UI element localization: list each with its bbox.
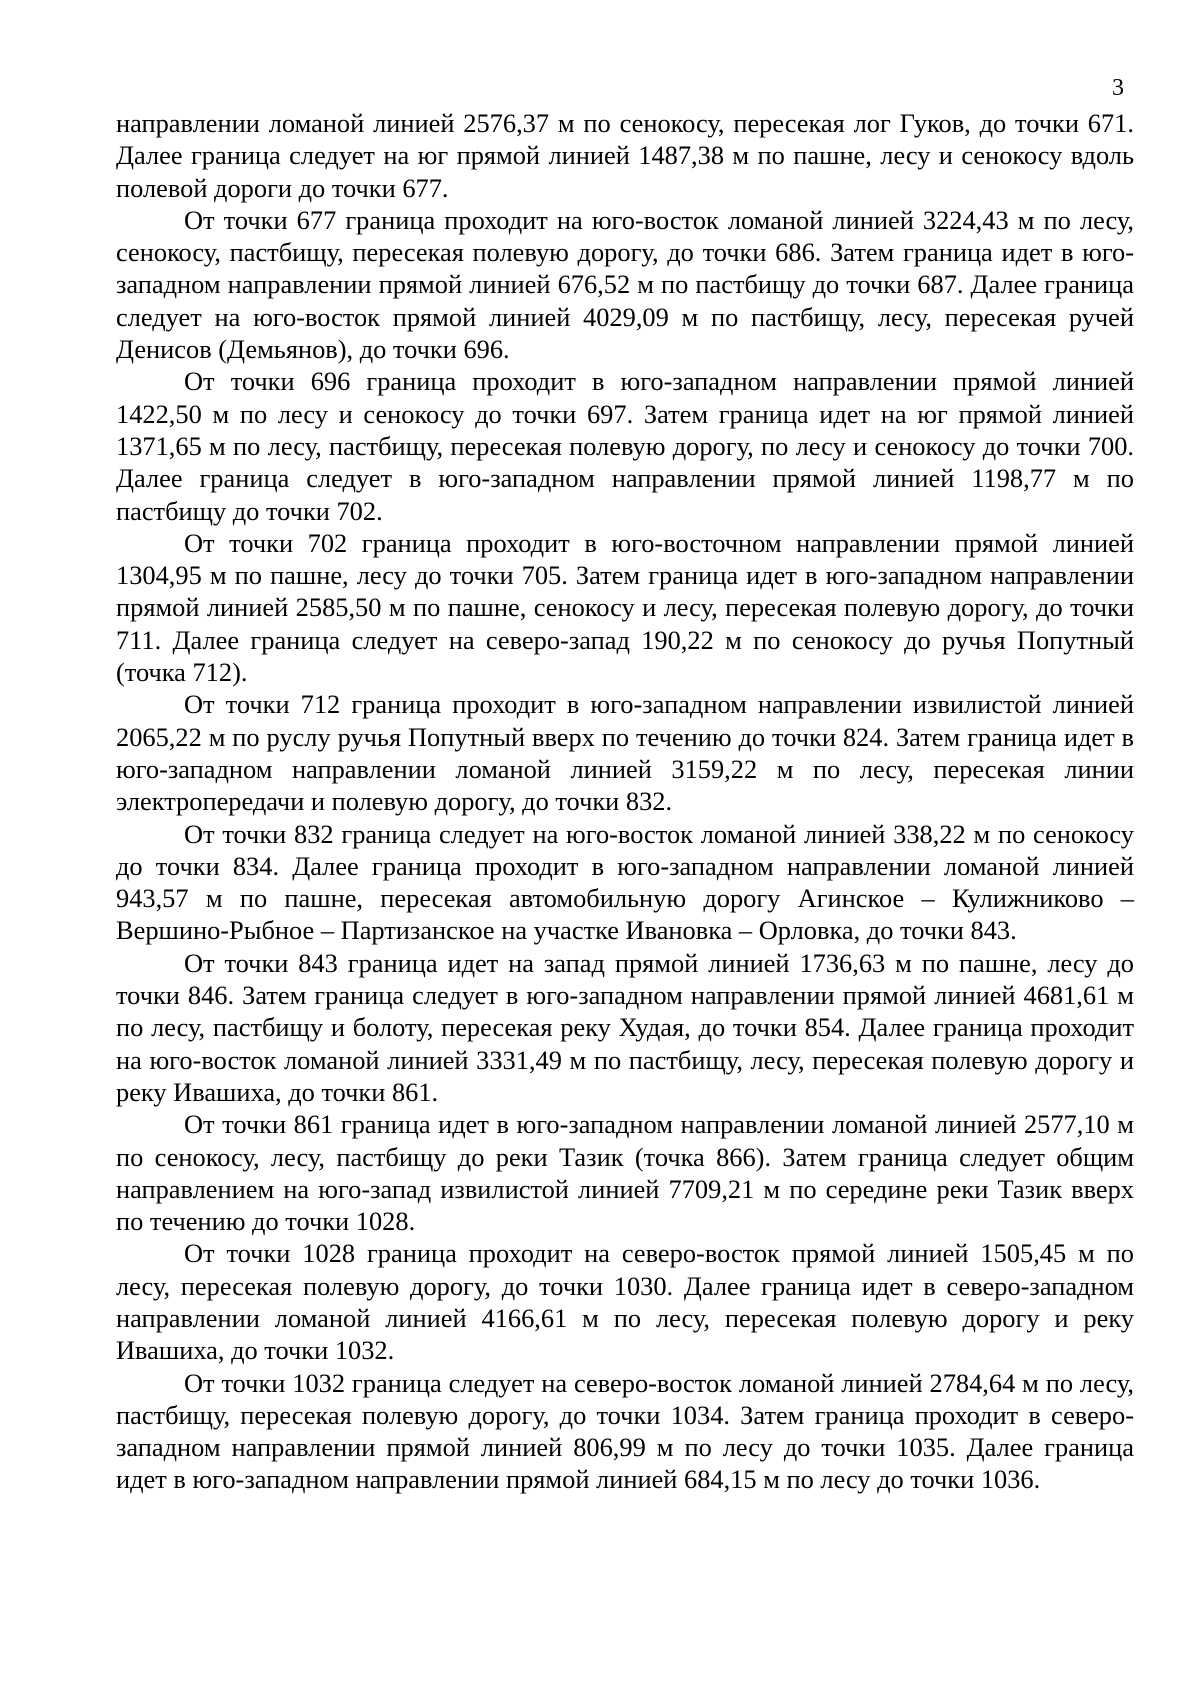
document-body <box>116 107 1134 1496</box>
paragraph: От точки 702 граница проходит в юго-восточном направлении прямой линией 1304,95 м по пашне, лесу до точки 705. Затем граница идет в юго-западном направлении прямой линией 2585,50 м по пашне, сенокосу и лесу, пересекая полевую дорогу, до точки 711. Далее граница следует на северо-запад 190,22 м по сенокосу до ручья Попутный (точка 712). <box>116 527 1134 688</box>
page-number: 3 <box>1112 75 1124 101</box>
paragraph: От точки 1028 граница проходит на северо-восток прямой линией 1505,45 м по лесу, пересекая полевую дорогу, до точки 1030. Далее граница идет в северо-западном направлении ломаной линией 4166,61 м по лесу, пересекая полевую дорогу и реку Ивашиха, до точки 1032. <box>116 1238 1134 1366</box>
paragraph: От точки 712 граница проходит в юго-западном направлении извилистой линией 2065,22 м по руслу ручья Попутный вверх по течению до точки 824. Затем граница идет в юго-западном направлении ломаной линией 3159,22 м по лесу, пересекая линии электропередачи и полевую дорогу, до точки 832. <box>116 689 1134 817</box>
paragraph: От точки 832 граница следует на юго-восток ломаной линией 338,22 м по сенокосу до точки 834. Далее граница проходит в юго-западном направлении ломаной линией 943,57 м по пашне, пересекая автомобильную дорогу Агинское – Кулижниково – Вершино-Рыбное – Партизанское на участке Ивановка – Орловка, до точки 843. <box>116 818 1134 946</box>
paragraph: От точки 861 граница идет в юго-западном направлении ломаной линией 2577,10 м по сенокосу, лесу, пастбищу до реки Тазик (точка 866). Затем граница следует общим направлением на юго-запад извилистой линией 7709,21 м по середине реки Тазик вверх по течению до точки 1028. <box>116 1109 1134 1237</box>
paragraph: От точки 843 граница идет на запад прямой линией 1736,63 м по пашне, лесу до точки 846. Затем граница следует в юго-западном направлении прямой линией 4681,61 м по лесу, пастбищу и болоту, пересекая реку Худая, до точки 854. Далее граница проходит на юго-восток ломаной линией 3331,49 м по пастбищу, лесу, пересекая полевую дорогу и реку Ивашиха, до точки 861. <box>116 947 1134 1107</box>
paragraph: От точки 696 граница проходит в юго-западном направлении прямой линией 1422,50 м по лесу и сенокосу до точки 697. Затем граница идет на юг прямой линией 1371,65 м по лесу, пастбищу, пересекая полевую дорогу, по лесу и сенокосу до точки 700. Далее граница следует в юго-западном направлении прямой линией 1198,77 м по пастбищу до точки 702. <box>116 366 1134 526</box>
paragraph-continuation: направлении ломаной линией 2576,37 м по сенокосу, пересекая лог Гуков, до точки 671. Далее граница следует на юг прямой линией 1487,38 м по пашне, лесу и сенокосу вдоль полевой дороги до точки 677. <box>116 108 1134 203</box>
paragraph: От точки 1032 граница следует на северо-восток ломаной линией 2784,64 м по лесу, пастбищу, пересекая полевую дорогу, до точки 1034. Затем граница проходит в северо-западном направлении прямой линией 806,99 м по лесу до точки 1035. Далее граница идет в юго-западном направлении прямой линией 684,15 м по лесу до точки 1036. <box>116 1367 1134 1495</box>
paragraph: От точки 677 граница проходит на юго-восток ломаной линией 3224,43 м по лесу, сенокосу, пастбищу, пересекая полевую дорогу, до точки 686. Затем граница идет в юго-западном направлении прямой линией 676,52 м по пастбищу до точки 687. Далее граница следует на юго-восток прямой линией 4029,09 м по пастбищу, лесу, пересекая ручей Денисов (Демьянов), до точки 696. <box>116 204 1134 365</box>
